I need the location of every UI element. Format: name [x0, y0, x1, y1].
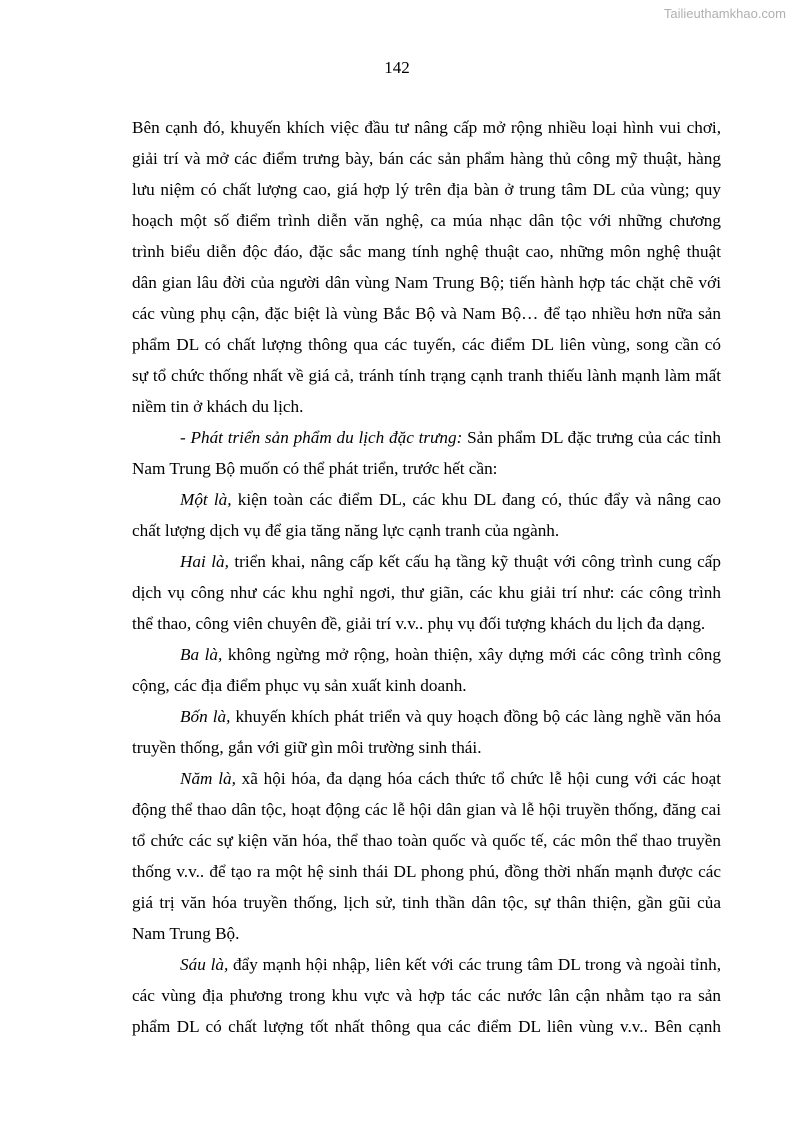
lead-phrase: Năm là,	[180, 769, 236, 788]
text-line: phẩm DL có chất lượng thông qua các tuyến, các điểm DL liên vùng, song cần có	[132, 335, 721, 354]
text-line: giải trí và mở các điểm trưng bày, bán các sản phẩm hàng thủ công mỹ thuật, hàng	[132, 149, 721, 168]
text-line	[132, 949, 721, 980]
line-text: khuyến khích phát triển và quy hoạch đồng bộ các làng nghề văn hóa	[230, 707, 721, 726]
lead-phrase: Hai là,	[180, 552, 229, 571]
text-line: lưu niệm có chất lượng cao, giá hợp lý trên địa bàn ở trung tâm DL của vùng; quy	[132, 180, 721, 199]
paragraph	[132, 112, 721, 422]
text-line: sự tổ chức thống nhất về giá cả, tránh tính trạng cạnh tranh thiếu lành mạnh làm mất	[132, 366, 721, 385]
text-line	[132, 763, 721, 794]
text-line: cộng, các địa điểm phục vụ sản xuất kinh doanh.	[132, 676, 467, 695]
text-line: Nam Trung Bộ.	[132, 924, 240, 943]
paragraph	[132, 949, 721, 1042]
body-text	[132, 112, 721, 1042]
paragraph	[132, 763, 721, 949]
line-text: không ngừng mở rộng, hoàn thiện, xây dựng mới các công trình công	[222, 645, 721, 664]
text-line	[132, 546, 721, 577]
text-line	[132, 639, 721, 670]
text-line: tổ chức các sự kiện văn hóa, thể thao toàn quốc và quốc tế, các môn thể thao truyền	[132, 831, 721, 850]
text-line	[132, 422, 721, 453]
line-text: kiện toàn các điểm DL, các khu DL đang có, thúc đẩy và nâng cao	[231, 490, 721, 509]
text-line	[132, 484, 721, 515]
text-line: chất lượng dịch vụ để gia tăng năng lực cạnh tranh của ngành.	[132, 521, 560, 540]
text-line: Nam Trung Bộ muốn có thể phát triển, trước hết cần:	[132, 459, 498, 478]
text-line: Bên cạnh đó, khuyến khích việc đầu tư nâng cấp mở rộng nhiều loại hình vui chơi,	[132, 118, 721, 137]
line-text: xã hội hóa, đa dạng hóa cách thức tổ chức lễ hội cung với các hoạt	[235, 769, 721, 788]
line-text: đẩy mạnh hội nhập, liên kết với các trung tâm DL trong và ngoài tỉnh,	[228, 955, 721, 974]
text-line: trình biểu diễn độc đáo, đặc sắc mang tính nghệ thuật cao, những môn nghệ thuật	[132, 242, 721, 261]
text-line: động thể thao dân tộc, hoạt động các lễ hội dân gian và lễ hội truyền thống, đăng cai	[132, 800, 721, 819]
lead-phrase: Một là,	[180, 490, 232, 509]
paragraph	[132, 701, 721, 763]
lead-phrase: Bốn là,	[180, 707, 231, 726]
text-line: các vùng phụ cận, đặc biệt là vùng Bắc Bộ và Nam Bộ… để tạo nhiều hơn nữa sản	[132, 304, 721, 323]
text-line: dân gian lâu đời của người dân vùng Nam Trung Bộ; tiến hành hợp tác chặt chẽ với	[132, 273, 721, 292]
paragraph	[132, 422, 721, 484]
text-line: hoạch một số điểm trình diễn văn nghệ, ca múa nhạc dân tộc với những chương	[132, 211, 721, 230]
paragraph	[132, 484, 721, 546]
lead-phrase: Sáu là,	[180, 955, 229, 974]
watermark: Tailieuthamkhao.com	[663, 6, 786, 21]
text-line: giá trị văn hóa truyền thống, lịch sử, tinh thần dân tộc, sự thân thiện, gần gũi của	[132, 893, 721, 912]
text-line: thể thao, công viên chuyên đề, giải trí v.v.. phụ vụ đối tượng khách du lịch đa dạng.	[132, 614, 706, 633]
paragraph	[132, 639, 721, 701]
page-number: 142	[384, 58, 410, 77]
text-line: niềm tin ở khách du lịch.	[132, 397, 304, 416]
text-line: truyền thống, gắn với giữ gìn môi trường sinh thái.	[132, 738, 482, 757]
lead-phrase: Ba là,	[180, 645, 223, 664]
line-text: triển khai, nâng cấp kết cấu hạ tầng kỹ thuật với công trình cung cấp	[228, 552, 721, 571]
text-line	[132, 701, 721, 732]
text-line: phẩm DL có chất lượng tốt nhất thông qua các điểm DL liên vùng v.v.. Bên cạnh	[132, 1017, 721, 1036]
text-line: các vùng địa phương trong khu vực và hợp tác các nước lân cận nhằm tạo ra sản	[132, 986, 721, 1005]
line-text: Sản phẩm DL đặc trưng của các tỉnh	[462, 428, 721, 447]
text-line: dịch vụ công như các khu nghỉ ngơi, thư giãn, các khu giải trí như: các công trình	[132, 583, 721, 602]
lead-phrase: - Phát triển sản phẩm du lịch đặc trưng:	[180, 428, 463, 447]
text-line: thống v.v.. để tạo ra một hệ sinh thái DL phong phú, đồng thời nhấn mạnh được các	[132, 862, 721, 881]
paragraph	[132, 546, 721, 639]
